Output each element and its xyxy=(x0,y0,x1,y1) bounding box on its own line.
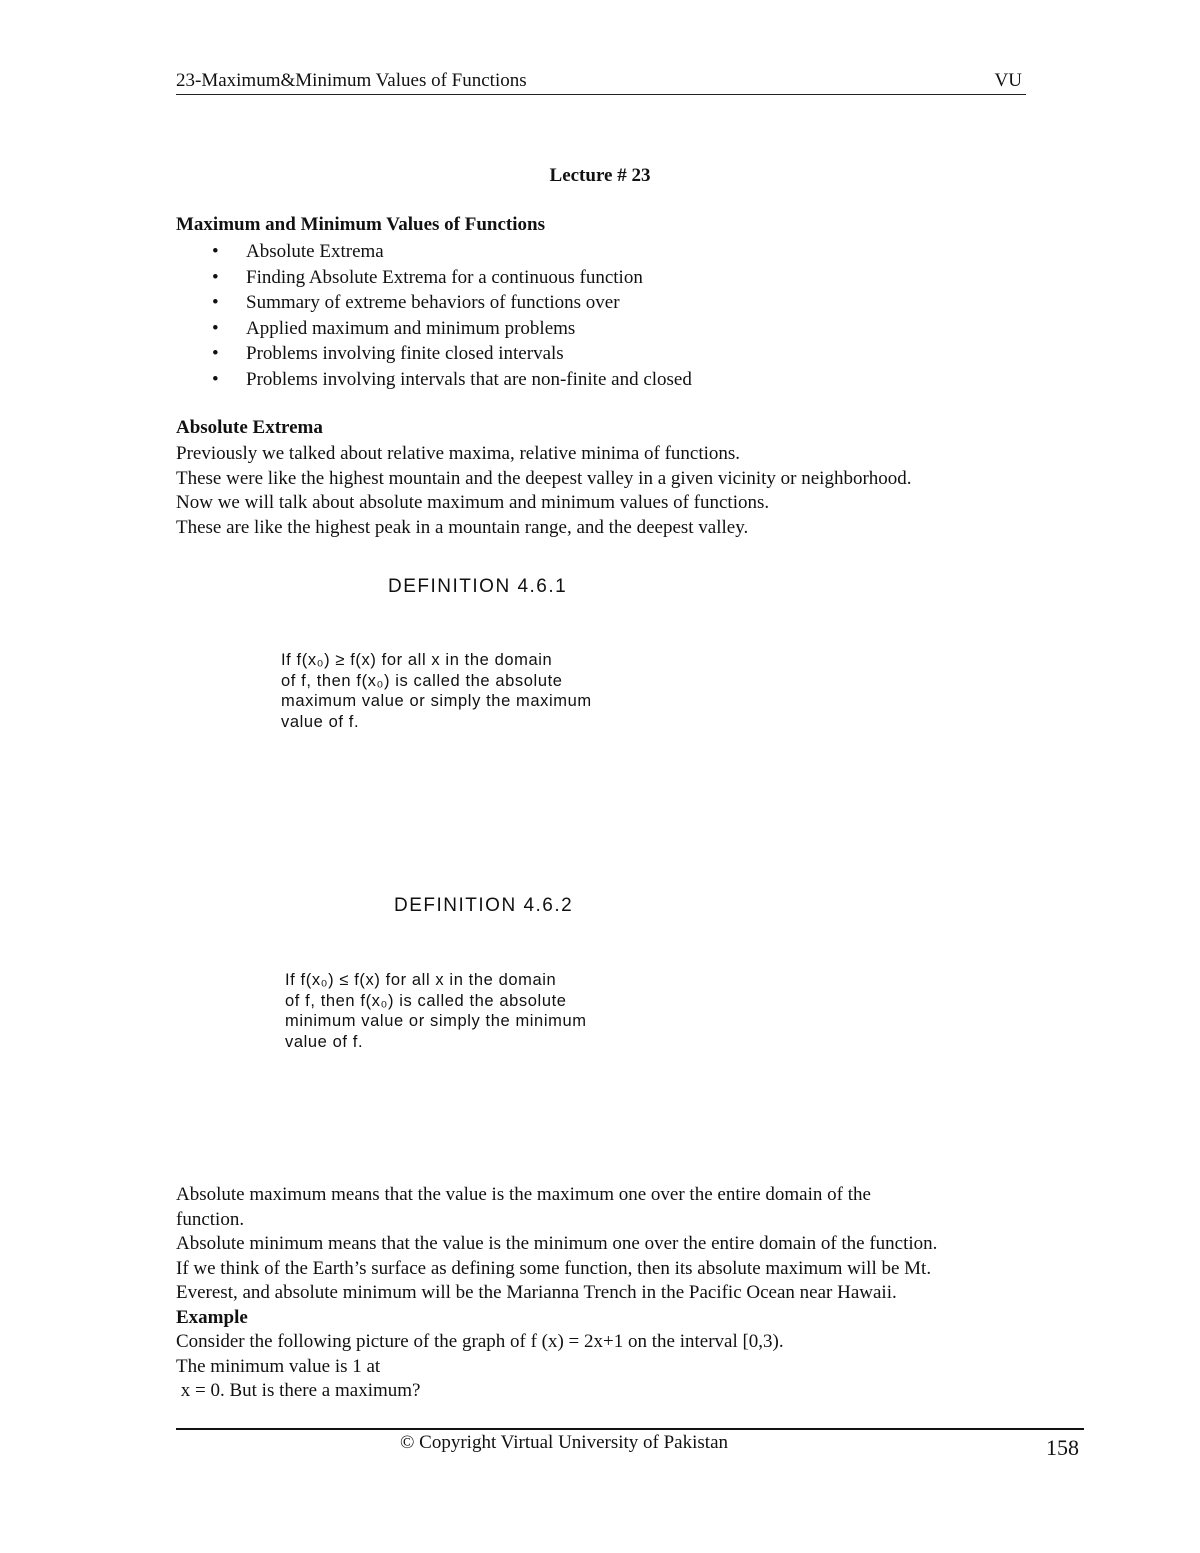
body-section xyxy=(176,1183,1036,1404)
paragraph-line: x = 0. But is there a maximum? xyxy=(176,1380,421,1401)
topics-heading: Maximum and Minimum Values of Functions xyxy=(176,214,545,235)
definition-line: value of f. xyxy=(285,1032,364,1051)
list-item xyxy=(176,367,692,393)
list-item xyxy=(176,239,692,265)
topics-section xyxy=(176,214,692,393)
list-item xyxy=(176,265,692,291)
absolute-extrema-section xyxy=(176,417,912,540)
definition-body xyxy=(281,650,592,732)
paragraph-line: These are like the highest peak in a mountain range, and the deepest valley. xyxy=(176,516,749,538)
header-title: 23-Maximum&Minimum Values of Functions xyxy=(176,70,527,91)
footer-copyright: © Copyright Virtual University of Pakistan xyxy=(400,1432,729,1453)
list-item xyxy=(176,290,692,316)
footer-divider xyxy=(176,1428,1084,1430)
definition-line: of f, then f(x₀) is called the absolute xyxy=(281,671,563,690)
paragraph-line: Absolute minimum means that the value is the minimum one over the entire domain of the function. xyxy=(176,1233,938,1254)
bullet: • xyxy=(212,343,219,365)
definition-line: If f(x₀) ≥ f(x) for all x in the domain xyxy=(281,651,553,669)
definition-title: DEFINITION 4.6.2 xyxy=(394,895,574,916)
topic-text: Problems involving intervals that are non-finite and closed xyxy=(246,368,692,390)
list-item xyxy=(176,316,692,342)
paragraph-line: If we think of the Earth’s surface as defining some function, then its absolute maximum will be Mt. xyxy=(176,1257,932,1279)
definition-line: maximum value or simply the maximum xyxy=(281,692,592,710)
bullet: • xyxy=(212,292,219,314)
topic-text: Summary of extreme behaviors of functions over xyxy=(246,292,620,314)
paragraph-line: Now we will talk about absolute maximum and minimum values of functions. xyxy=(176,492,770,513)
example-heading: Example xyxy=(176,1306,248,1328)
topic-text: Finding Absolute Extrema for a continuous function xyxy=(246,266,643,288)
paragraph-line: Everest, and absolute minimum will be the Marianna Trench in the Pacific Ocean near Hawaii. xyxy=(176,1282,897,1303)
section-heading: Absolute Extrema xyxy=(176,417,323,438)
paragraph-line: These were like the highest mountain and the deepest valley in a given vicinity or neighborhood. xyxy=(176,467,912,489)
list-item xyxy=(176,341,692,367)
definition-title: DEFINITION 4.6.1 xyxy=(388,576,568,597)
paragraph-line: Previously we talked about relative maxima, relative minima of functions. xyxy=(176,443,741,464)
paragraph-line: Absolute maximum means that the value is the maximum one over the entire domain of the xyxy=(176,1184,871,1205)
definition-line: value of f. xyxy=(281,712,360,731)
definition-line: of f, then f(x₀) is called the absolute xyxy=(285,991,567,1010)
topics-list xyxy=(176,239,692,393)
definition-line: If f(x₀) ≤ f(x) for all x in the domain xyxy=(285,971,557,989)
definition-body xyxy=(285,970,587,1052)
definition-line: minimum value or simply the minimum xyxy=(285,1012,587,1030)
page-number: 158 xyxy=(1046,1435,1079,1460)
paragraph-line: function. xyxy=(176,1208,245,1230)
paragraph-line: Consider the following picture of the graph of f (x) = 2x+1 on the interval [0,3). xyxy=(176,1331,784,1352)
paragraph-line: The minimum value is 1 at xyxy=(176,1355,381,1377)
topic-text: Problems involving finite closed intervals xyxy=(246,343,564,365)
lecture-title: Lecture # 23 xyxy=(549,165,651,186)
bullet: • xyxy=(212,317,219,339)
topic-text: Absolute Extrema xyxy=(246,241,384,262)
page-header xyxy=(176,70,1026,95)
header-tag: VU xyxy=(994,70,1022,91)
bullet: • xyxy=(212,266,219,288)
topic-text: Applied maximum and minimum problems xyxy=(246,317,576,339)
bullet: • xyxy=(212,241,219,262)
bullet: • xyxy=(212,368,219,390)
